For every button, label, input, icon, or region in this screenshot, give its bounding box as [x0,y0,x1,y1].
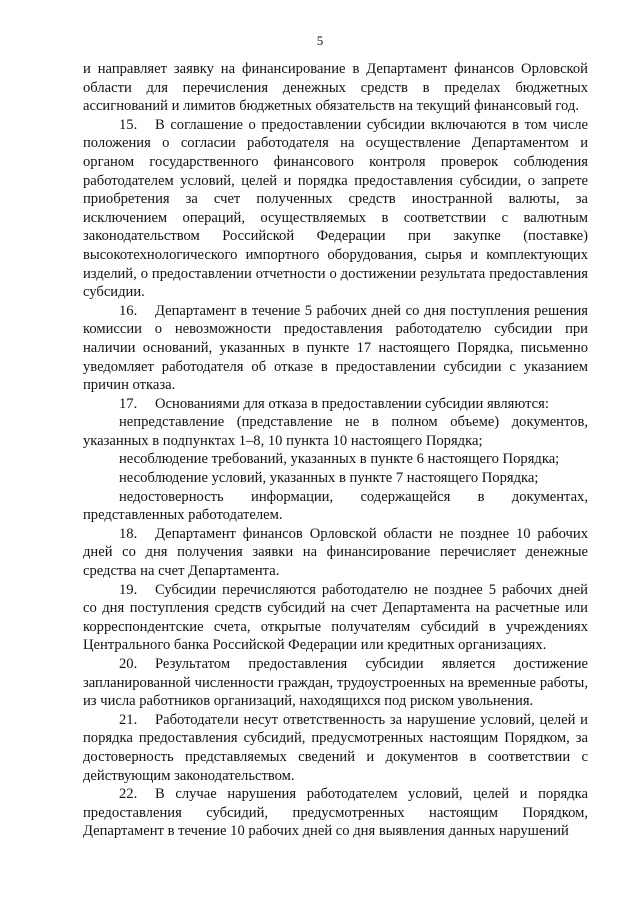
list-item [83,450,588,469]
list-item [83,469,588,488]
paragraph-number: 21. [119,711,138,728]
page-number: 5 [316,33,324,48]
paragraph-text: В случае нарушения работодателем условий, целей и порядка предоставления субсидий, предусмотренных настоящим Порядком, Департамент в течение 10 рабочих дней со дня выявления данных нарушений [83,786,588,840]
paragraph-continuation [83,60,588,116]
paragraph-text: Работодатели несут ответственность за нарушение условий, целей и порядка предоставления субсидий, предусмотренных настоящим Порядком, за достоверность представляемых сведений и документов в соответствии с действующим законодательством. [83,711,588,784]
paragraph-16 [83,302,588,395]
paragraph-17 [83,395,588,414]
paragraph-text: несоблюдение условий, указанных в пункте 7 настоящего Порядка; [119,470,539,487]
paragraph-text: и направляет заявку на финансирование в Департамент финансов Орловской области для перечисления денежных средств в пределах бюджетных ассигнований и лимитов бюджетных обязательств на текущий финансовый год. [83,61,588,115]
paragraph-number: 18. [119,525,138,542]
paragraph-text: В соглашение о предоставлении субсидии включаются в том числе положения о согласии работодателя на осуществление Департаментом и органом государственного финансового контроля проверок соблюдения работодателем условий, целей и порядка предоставления субсидии, о запрете приобретения за счет полученных средств иностранной валюты, за исключением операций, осуществляемых в соответствии с валютным законодательством Российской Федерации при закупке (поставке) высокотехнологического импортного оборудования, сырья и комплектующих изделий, о предоставлении отчетности о достижении результата предоставления субсидии. [83,116,588,301]
list-item [83,413,588,450]
paragraph-18 [83,525,588,581]
paragraph-text: Департамент в течение 5 рабочих дней со дня поступления решения комиссии о невозможности предоставления работодателю субсидии при наличии оснований, указанных в пункте 17 настоящего Порядка, письменно уведомляет работодателя об отказе в предоставлении субсидии с указанием причин отказа. [83,302,588,394]
paragraph-number: 17. [119,395,138,412]
paragraph-text: непредставление (представление не в полном объеме) документов, указанных в подпунктах 1–8, 10 пункта 10 настоящего Порядка; [83,414,588,449]
paragraph-21 [83,711,588,785]
paragraph-number: 15. [119,116,138,133]
paragraph-text: Результатом предоставления субсидии является достижение запланированной численности граждан, трудоустроенных на временные работы, из числа работников организаций, находящихся под риском увольнения. [83,656,588,710]
list-item [83,488,588,525]
paragraph-text: Департамент финансов Орловской области не позднее 10 рабочих дней со дня получения заявки на финансирование перечисляет денежные средства на счет Департамента. [83,525,588,580]
paragraph-number: 19. [119,581,138,598]
paragraph-20 [83,655,588,711]
paragraph-number: 22. [119,786,138,803]
paragraph-text: Субсидии перечисляются работодателю не позднее 5 рабочих дней со дня поступления средств субсидий на счет Департамента на расчетные или корреспондентские счета, открытые получателям субсидий в учреждениях Центрального банка Российской Федерации или кредитных организациях. [83,581,588,654]
paragraph-22 [83,785,588,841]
paragraph-number: 16. [119,302,138,319]
paragraph-15 [83,116,588,302]
paragraph-text: недостоверность информации, содержащейся в документах, представленных работодателем. [83,488,588,524]
paragraph-19 [83,581,588,655]
paragraph-text: несоблюдение требований, указанных в пункте 6 настоящего Порядка; [119,451,560,468]
document-body [83,60,588,841]
paragraph-number: 20. [119,656,138,672]
paragraph-text: Основаниями для отказа в предоставлении субсидии являются: [155,395,549,412]
